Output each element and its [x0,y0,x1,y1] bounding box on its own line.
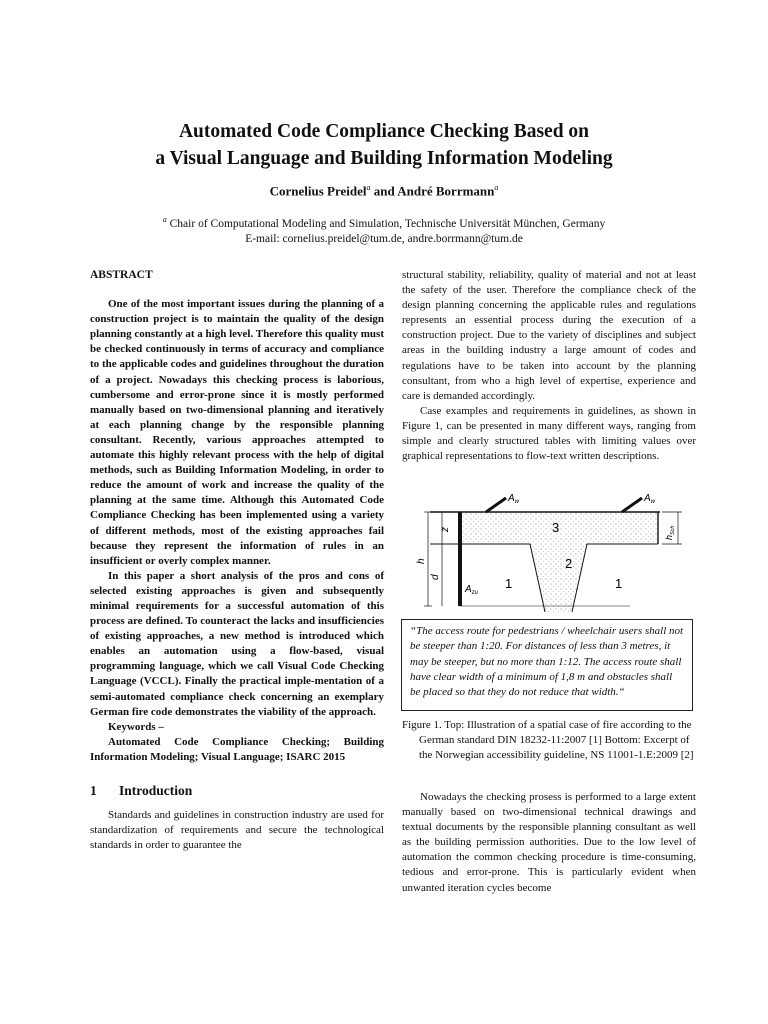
label-azu: $A_{zu}$ [465,584,479,596]
abstract-para-1: One of the most important issues during the planning of a construction project is to maintain the quality of the design planning constantly at a high level. Therefore this quality must be checked continuously in terms of accuracy and compliance to the applicable codes and guidelines throughout the duration of a project. Nowadays this checking process is laborious, cumbersome and error-prone since it is mostly performed manually based on two-dimensional planning and iteratively at each planning change by the responsible planning consultant. Recently, various approaches attempted to automate this highly relevant process with the help of digital methods, such as Building Information Modeling, in order to reduce the amount of work and increase the quality of the planning at the same time. Although this Automated Code Compliance Checking has been implemented using a variety of different methods, most of the existing approaches fail because they represent the information of rules in an insufficient or overly complex manner. [90,298,384,567]
vent-right [622,498,642,512]
author-2: André Borrmann [397,183,495,199]
affiliation [0,212,768,247]
right-column-bottom [402,790,696,896]
figure-1-diagram [410,488,690,612]
author-1-affil-mark: a [366,183,371,192]
abstract-heading: ABSTRACT [90,269,153,281]
caption-text: Figure 1. Top: Illustration of a spatial case of fire according to the German standard DIN 18232-11:2007 [1] Bottom: Excerpt of the Norwegian accessibility guideline, NS 11001-1.E:2009 [2] [402,719,694,762]
right-para-continued: structural stability, reliability, quality of material and not at least the safety of the user. Therefore the compliance check of the design planning concerning the applicable rules and regulations represents an essential process during the execution of a construction project. Due to the variety of disciplines and subject areas in the building industry a large amount of codes and regulations have to be taken into account by the planning consultant, from who a high level of expertise, experience and care is demanded accordingly. [402,269,696,402]
zone-3-smoke: 3 [552,520,560,535]
right-para-2: Case examples and requirements in guidelines, as shown in Figure 1, can be presented in many different ways, ranging from simple and clearly structured tables with limiting values over graphical representations to flow-text written descriptions. [402,404,696,463]
title-line-1: Automated Code Compliance Checking Based on [178,121,590,142]
affil-mark: a [162,215,167,224]
zone-1-left: 1 [505,576,513,591]
affil-email-line: E-mail: cornelius.preidel@tum.de, andre.borrmann@tum.de [245,232,523,245]
zone-2-plume: 2 [565,556,573,571]
section-1-number: 1 [90,783,97,798]
paper-title [0,118,768,172]
zone-1-right: 1 [615,576,623,591]
section-1-title: Introduction [119,783,193,798]
section-1-heading [90,783,384,798]
right-column-top [402,268,696,464]
label-d: d [430,574,441,580]
affil-line-1: Chair of Computational Modeling and Simulation, Technische Universität München, Germany [166,217,606,230]
right-para-3: Nowadays the checking prosess is performed to a large extent manually based on two-dimensional technical drawings and textual documents by the responsible planning consultant as well as the building permission authorities. Due to the low level of automation the common checking procedure is time-consuming, tedious and error-prone. This is particularly evident when unwanted iteration cycles become [402,791,696,894]
keywords-heading: Keywords – [108,720,164,733]
vent-left [486,498,506,512]
title-line-2: a Visual Language and Building Information Modeling [155,148,613,169]
left-column [90,268,384,853]
author-2-affil-mark: a [494,183,499,192]
author-1: Cornelius Preidel [269,183,367,199]
author-joiner: and [370,183,398,199]
abstract-para-2: In this paper a short analysis of the pros and cons of selected existing approaches is given and subsequently minimal requirements for a successful automation of this process are defined. To counteract the lacks and insufficiencies of existing approaches, a new method is introduced which enables an automation using a flow-based, visual programming language, which we call Visual Code Checking Language (VCCL). Finally the practical imple-mentation of a semi-automated compliance check concerning an exemplary German fire code demonstrates the viability of the approach. [90,569,384,718]
label-hsch: $h_{Sch}$ [664,525,676,540]
intro-para-1: Standards and guidelines in construction industry are used for standardization of requirements and secure the technological standards in order to guarantee the [90,809,384,852]
label-aw-left: $A_w$ [508,493,520,505]
label-aw-right: $A_w$ [644,493,656,505]
author-list [0,183,768,199]
figure-1-quote-box [401,619,693,711]
label-h: h [416,558,427,564]
intro-body [90,808,384,853]
quote-text: “The access route for pedestrians / wheelchair users shall not be steeper than 1:20. For distances of less than 3 metres, it may be steeper, but no more than 1:12. The access route shall have clear width of a minimum of 1,8 m and obstacles shall be placed so that they do not reduce that width.“ [410,625,684,699]
figure-1-caption [402,718,696,763]
fire-section-drawing [410,488,690,612]
keywords-list: Automated Code Compliance Checking; Building Information Modeling; Visual Language; ISARC 2015 [90,735,384,763]
abstract-body [90,297,384,765]
label-z: z [440,527,451,532]
